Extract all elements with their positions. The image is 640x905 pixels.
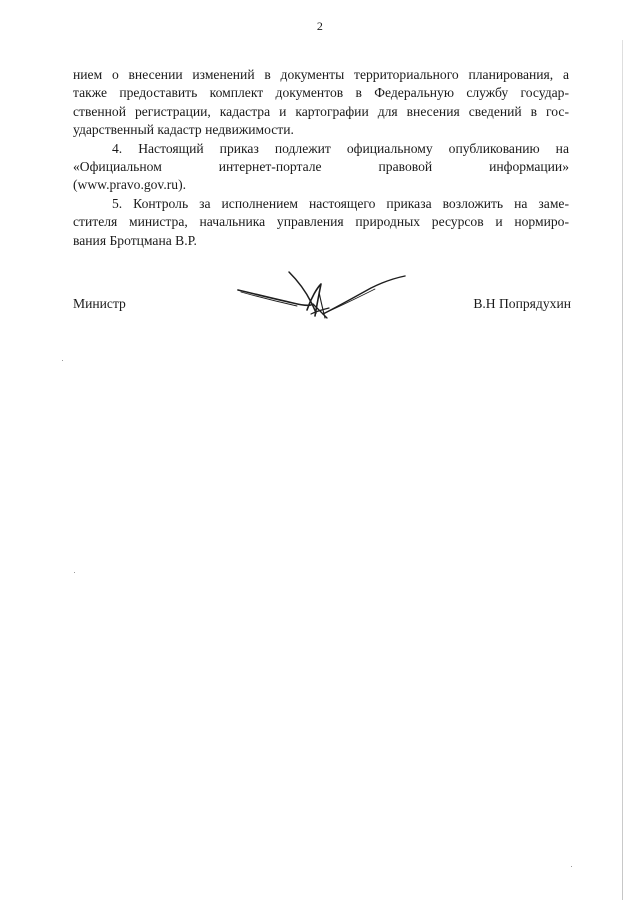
scan-speck	[571, 866, 572, 867]
paragraph-continuation	[73, 66, 569, 140]
text-line: 5. Контроль за исполнением настоящего приказа возложить на заме-	[112, 195, 569, 211]
document-body	[73, 66, 569, 250]
signatory-name: В.Н Попрядухин	[473, 296, 571, 311]
scan-edge-line	[622, 40, 623, 900]
scan-speck	[74, 572, 75, 573]
text-line: также предоставить комплект документов в Федеральную службу государ-	[73, 85, 569, 101]
text-line: «Официальном интернет-портале правовой информации»	[73, 159, 569, 175]
text-line: ственной регистрации, кадастра и картографии для внесения сведений в гос-	[73, 103, 569, 119]
scan-speck	[62, 360, 63, 361]
paragraph-item-4	[73, 140, 569, 195]
signatory-title: Министр	[73, 296, 126, 311]
text-line: (www.pravo.gov.ru).	[73, 177, 186, 193]
handwritten-signature	[235, 268, 410, 328]
text-line: ударственный кадастр недвижимости.	[73, 122, 294, 138]
paragraph-item-5	[73, 195, 569, 250]
text-line: вания Бротцмана В.Р.	[73, 232, 197, 248]
text-line: стителя министра, начальника управления природных ресурсов и нормиро-	[73, 214, 569, 230]
text-line: 4. Настоящий приказ подлежит официальному опубликованию на	[112, 140, 569, 156]
text-line: нием о внесении изменений в документы территориального планирования, а	[73, 67, 569, 82]
page-number: 2	[316, 19, 324, 33]
